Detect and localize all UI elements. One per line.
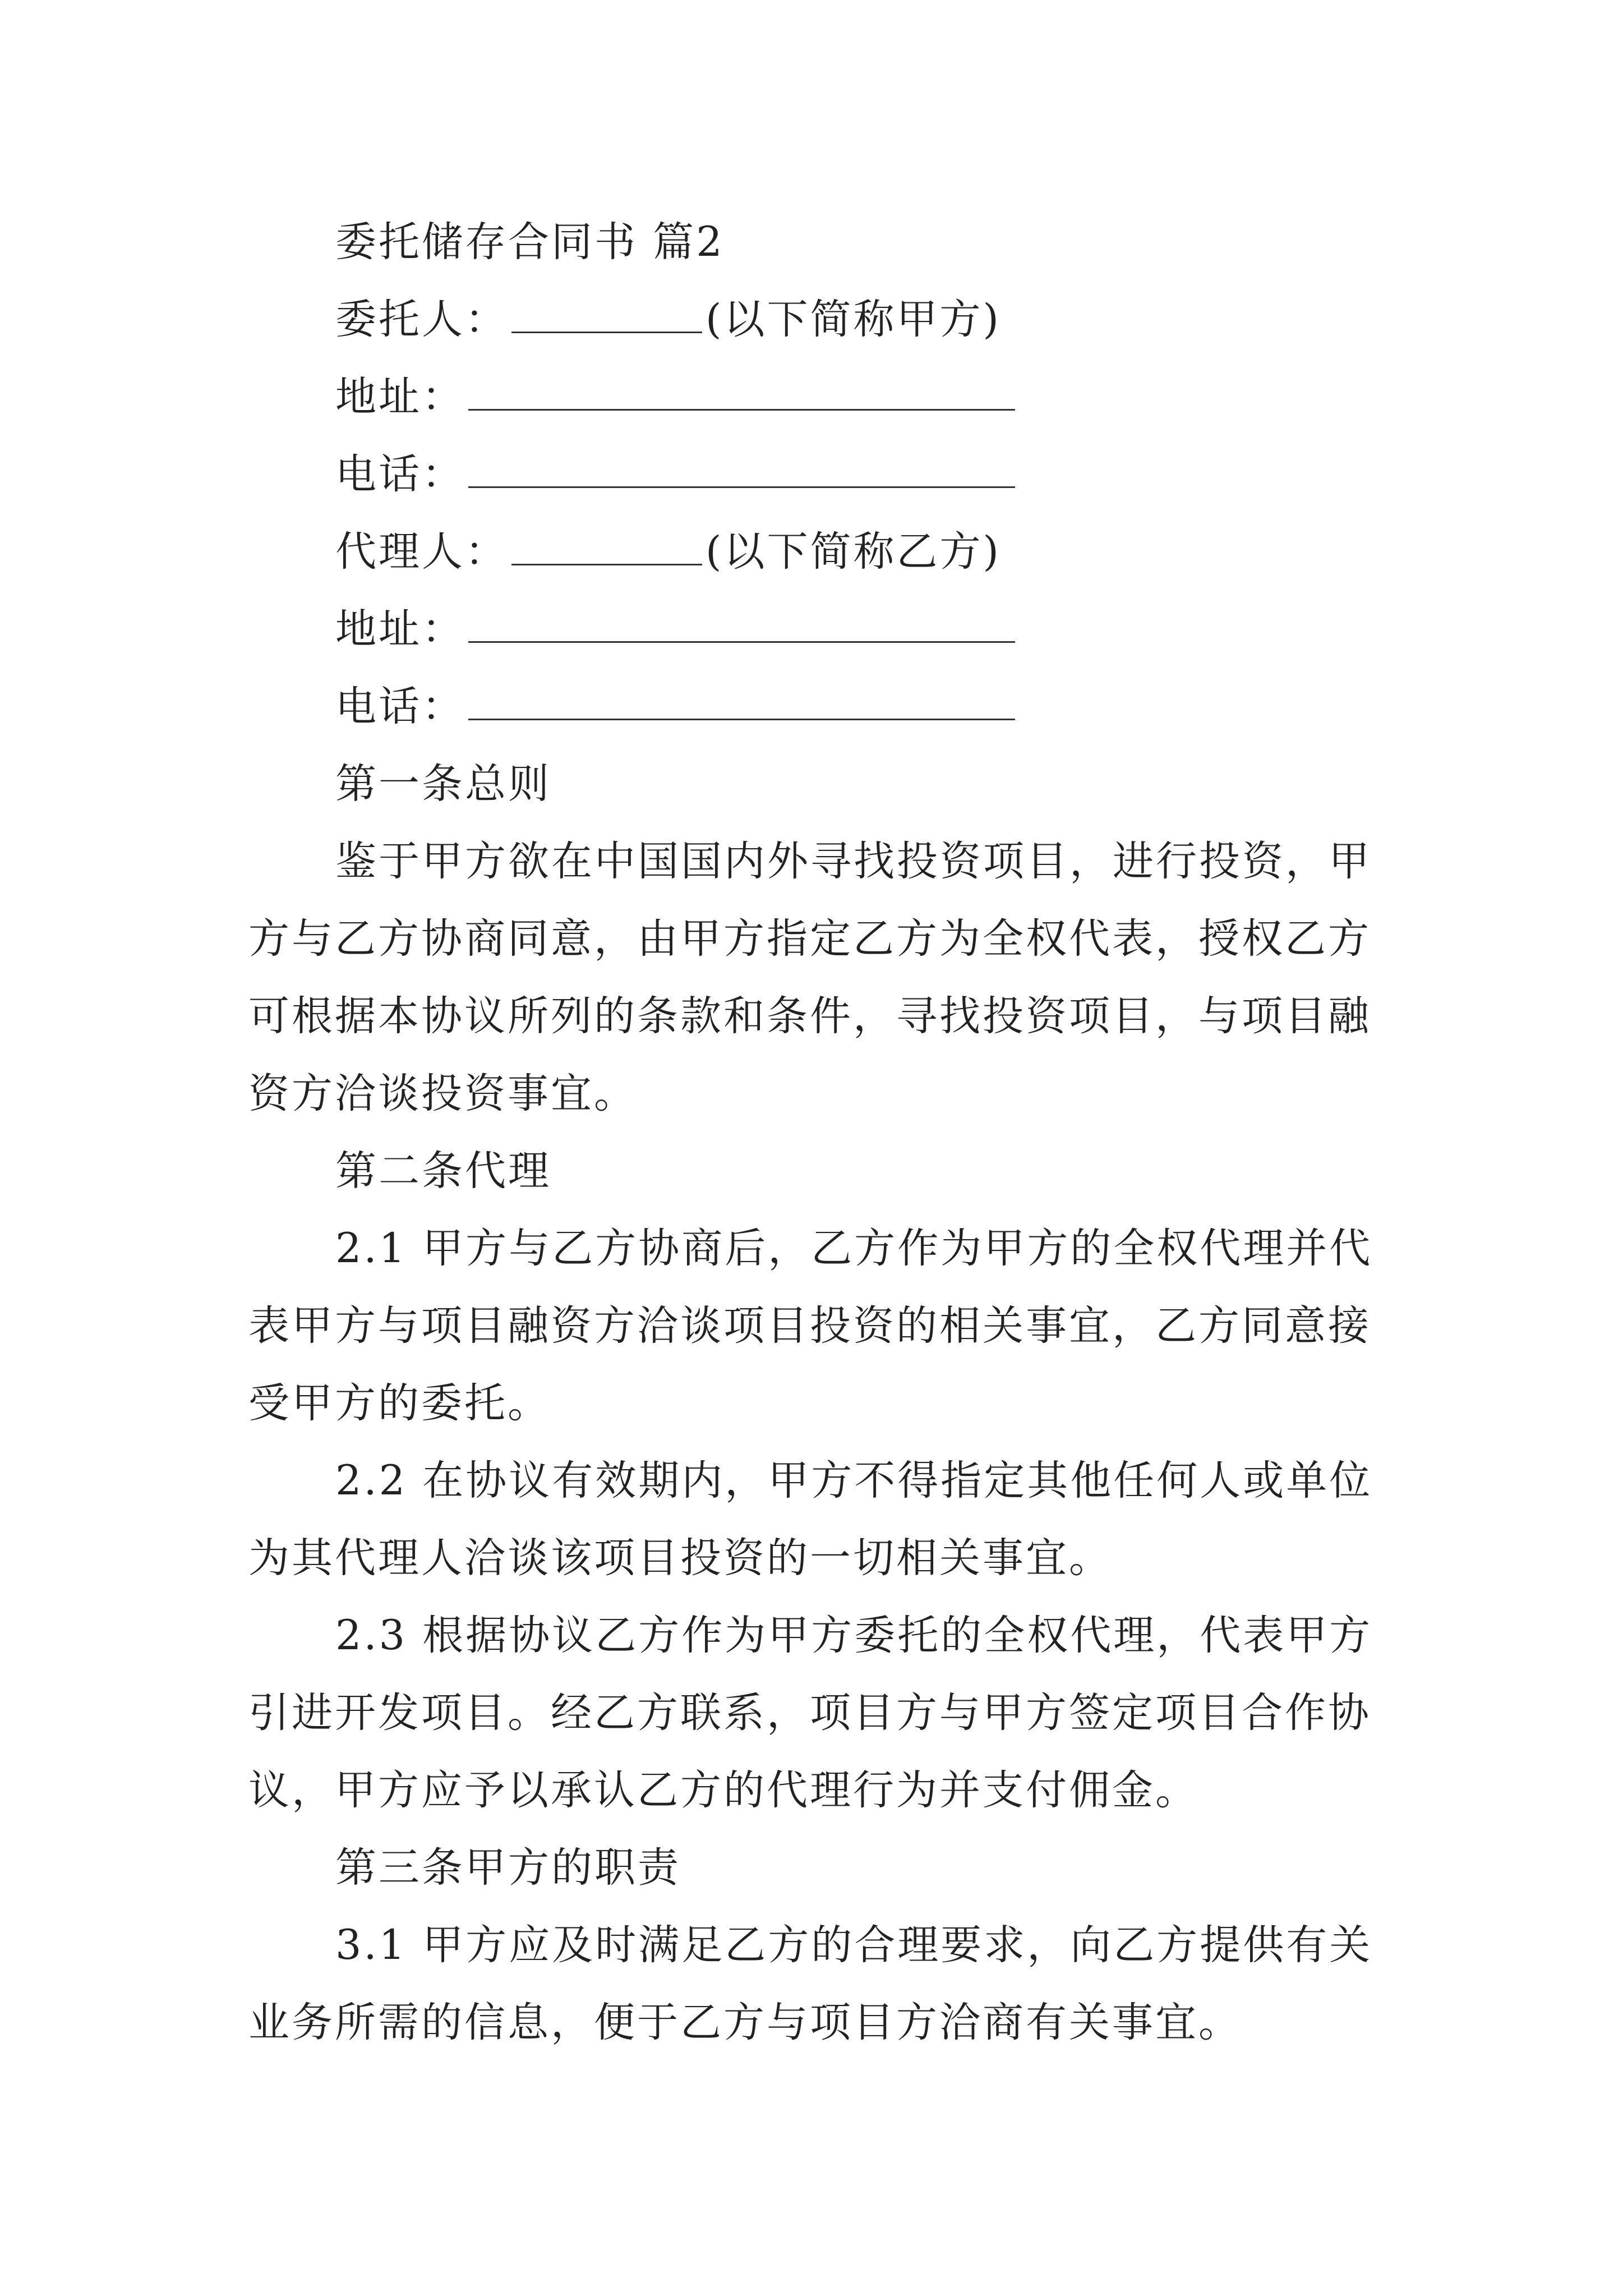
client-address-label: 地址： bbox=[335, 373, 465, 421]
client-phone-row bbox=[335, 448, 1018, 501]
clause-2-1-line: 受甲方的委托。 bbox=[248, 1379, 551, 1427]
article1-line: 资方洽谈投资事宜。 bbox=[248, 1070, 637, 1117]
agent-suffix: (以下简称乙方) bbox=[706, 528, 1001, 576]
agent-address-label: 地址： bbox=[335, 605, 465, 653]
client-blank bbox=[511, 298, 702, 333]
agent-phone-blank bbox=[468, 685, 1015, 720]
clause-2-1-line: 表甲方与项目融资方洽谈项目投资的相关事宜，乙方同意接 bbox=[248, 1302, 1371, 1350]
agent-address-blank bbox=[468, 608, 1015, 643]
clause-2-3-line: 2.3 根据协议乙方作为甲方委托的全权代理，代表甲方 bbox=[335, 1612, 1373, 1659]
clause-3-1-line: 3.1 甲方应及时满足乙方的合理要求，向乙方提供有关 bbox=[335, 1921, 1373, 1969]
clause-3-1-line: 业务所需的信息，便于乙方与项目方洽商有关事宜。 bbox=[248, 1999, 1242, 2046]
article1-heading: 第一条总则 bbox=[335, 760, 551, 808]
client-suffix: (以下简称甲方) bbox=[706, 296, 1001, 343]
clause-2-3-line: 议，甲方应予以承认乙方的代理行为并支付佣金。 bbox=[248, 1766, 1198, 1814]
clause-2-3-line: 引进开发项目。经乙方联系，项目方与甲方签定项目合作协 bbox=[248, 1689, 1371, 1737]
client-phone-blank bbox=[468, 453, 1015, 488]
agent-phone-label: 电话： bbox=[335, 683, 465, 730]
agent-label: 代理人： bbox=[335, 528, 508, 576]
client-phone-label: 电话： bbox=[335, 450, 465, 498]
clause-2-1-line: 2.1 甲方与乙方协商后，乙方作为甲方的全权代理并代 bbox=[335, 1225, 1373, 1272]
agent-address-row bbox=[335, 602, 1018, 656]
clause-2-2-line: 2.2 在协议有效期内，甲方不得指定其他任何人或单位 bbox=[335, 1457, 1373, 1504]
client-field-row bbox=[335, 293, 1001, 347]
article1-line: 鉴于甲方欲在中国国内外寻找投资项目，进行投资，甲 bbox=[335, 838, 1372, 885]
document-title: 委托储存合同书 篇2 bbox=[335, 218, 725, 266]
article2-heading: 第二条代理 bbox=[335, 1147, 551, 1195]
clause-2-2-line: 为其代理人洽谈该项目投资的一切相关事宜。 bbox=[248, 1534, 1112, 1582]
article1-line: 可根据本协议所列的条款和条件，寻找投资项目，与项目融 bbox=[248, 992, 1371, 1040]
article3-heading: 第三条甲方的职责 bbox=[335, 1844, 681, 1892]
agent-field-row bbox=[335, 525, 1001, 579]
agent-blank bbox=[511, 530, 702, 565]
client-address-row bbox=[335, 370, 1018, 424]
article1-line: 方与乙方协商同意，由甲方指定乙方为全权代表，授权乙方 bbox=[248, 915, 1371, 963]
client-label: 委托人： bbox=[335, 296, 508, 343]
agent-phone-row bbox=[335, 680, 1018, 734]
client-address-blank bbox=[468, 375, 1015, 411]
